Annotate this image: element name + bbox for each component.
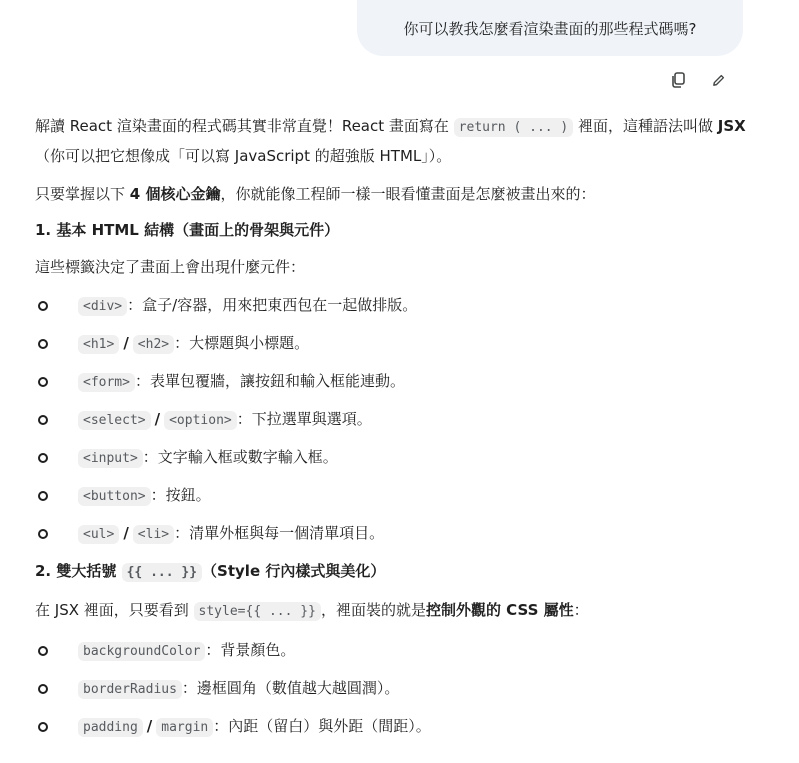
lead-paragraph — [35, 180, 755, 208]
inline-code: <button> — [78, 487, 151, 506]
list-item — [35, 329, 755, 367]
heading-text: 2. 雙大括號 — [35, 562, 122, 580]
list-item — [35, 291, 755, 329]
intro-text: 解讀 React 渲染畫面的程式碼其實非常直覺！React 畫面寫在 — [35, 117, 454, 135]
list-item — [35, 712, 755, 750]
assistant-response — [35, 112, 755, 750]
bullet-icon — [38, 339, 48, 349]
inline-code: borderRadius — [78, 680, 182, 699]
section1-list — [35, 291, 755, 557]
list-item — [35, 519, 755, 557]
list-item — [35, 443, 755, 481]
list-item — [35, 674, 755, 712]
list-item — [35, 405, 755, 443]
intro-bold: JSX — [717, 117, 746, 135]
copy-icon[interactable] — [668, 70, 688, 90]
item-description: ：內距（留白）與外距（間距）。 — [213, 717, 431, 735]
section2-heading — [35, 557, 755, 587]
item-description: ：清單外框與每一個清單項目。 — [174, 524, 385, 542]
section2-list — [35, 636, 755, 750]
item-description: ：盒子/容器，用來把東西包在一起做排版。 — [127, 296, 418, 314]
item-description: ：表單包覆牆，讓按鈕和輸入框能連動。 — [134, 372, 405, 390]
inline-code: <div> — [78, 297, 127, 316]
bullet-icon — [38, 301, 48, 311]
inline-code: return ( ... ) — [454, 118, 574, 137]
inline-code: <select> — [78, 411, 151, 430]
bullet-icon — [38, 453, 48, 463]
inline-code: style={{ ... }} — [194, 602, 321, 621]
intro-text: 裡面，這種語法叫做 — [573, 117, 718, 135]
inline-code: padding — [78, 718, 143, 737]
bullet-icon — [38, 684, 48, 694]
lead-bold: 4 個核心金鑰 — [129, 185, 221, 203]
list-item — [35, 367, 755, 405]
inline-code: <form> — [78, 373, 135, 392]
inline-code: margin — [156, 718, 213, 737]
inline-code: {{ ... }} — [122, 563, 202, 582]
inline-code: <ul> — [78, 525, 119, 544]
bullet-icon — [38, 529, 48, 539]
item-description: ：文字輸入框或數字輸入框。 — [142, 448, 338, 466]
intro-paragraph — [35, 112, 755, 170]
bullet-icon — [38, 377, 48, 387]
item-description: ：按鈕。 — [150, 486, 211, 504]
bullet-icon — [38, 722, 48, 732]
user-message-text: 你可以教我怎麼看渲染畫面的那些程式碼嗎? — [403, 19, 697, 38]
subtext: ： — [573, 601, 589, 619]
inline-code: <input> — [78, 449, 143, 468]
inline-code: backgroundColor — [78, 642, 205, 661]
inline-code: <li> — [133, 525, 174, 544]
intro-text: （你可以把它想像成「可以寫 JavaScript 的超強版 HTML」）。 — [35, 147, 452, 165]
section2-subtext — [35, 596, 755, 626]
item-description: ：大標題與小標題。 — [174, 334, 310, 352]
inline-code: <option> — [164, 411, 237, 430]
section1-heading: 1. 基本 HTML 結構（畫面上的骨架與元件） — [35, 221, 340, 239]
edit-icon[interactable] — [708, 70, 728, 90]
lead-text: ，你就能像工程師一樣一眼看懂畫面是怎麼被畫出來的： — [220, 185, 596, 203]
list-item — [35, 636, 755, 674]
inline-code: <h2> — [133, 335, 174, 354]
item-description: ：背景顏色。 — [205, 641, 296, 659]
separator: / — [123, 334, 129, 352]
lead-text: 只要掌握以下 — [35, 185, 130, 203]
user-message-bubble — [357, 0, 743, 56]
heading-text: （Style 行內樣式與美化） — [202, 562, 386, 580]
bullet-icon — [38, 415, 48, 425]
subtext: ，裡面裝的就是 — [320, 601, 426, 619]
separator: / — [146, 717, 153, 735]
bullet-icon — [38, 491, 48, 501]
list-item — [35, 481, 755, 519]
item-description: ：邊框圓角（數值越大越圓潤）。 — [181, 679, 400, 697]
separator: / — [123, 524, 129, 542]
subtext: 在 JSX 裡面，只要看到 — [35, 601, 194, 619]
item-description: ：下拉選單與選項。 — [236, 410, 372, 428]
section1-subtext: 這些標籤決定了畫面上會出現什麼元件： — [35, 258, 306, 276]
subtext-bold: 控制外觀的 CSS 屬性 — [425, 601, 574, 619]
inline-code: <h1> — [78, 335, 119, 354]
separator: / — [154, 410, 161, 428]
message-actions — [668, 70, 728, 90]
bullet-icon — [38, 646, 48, 656]
